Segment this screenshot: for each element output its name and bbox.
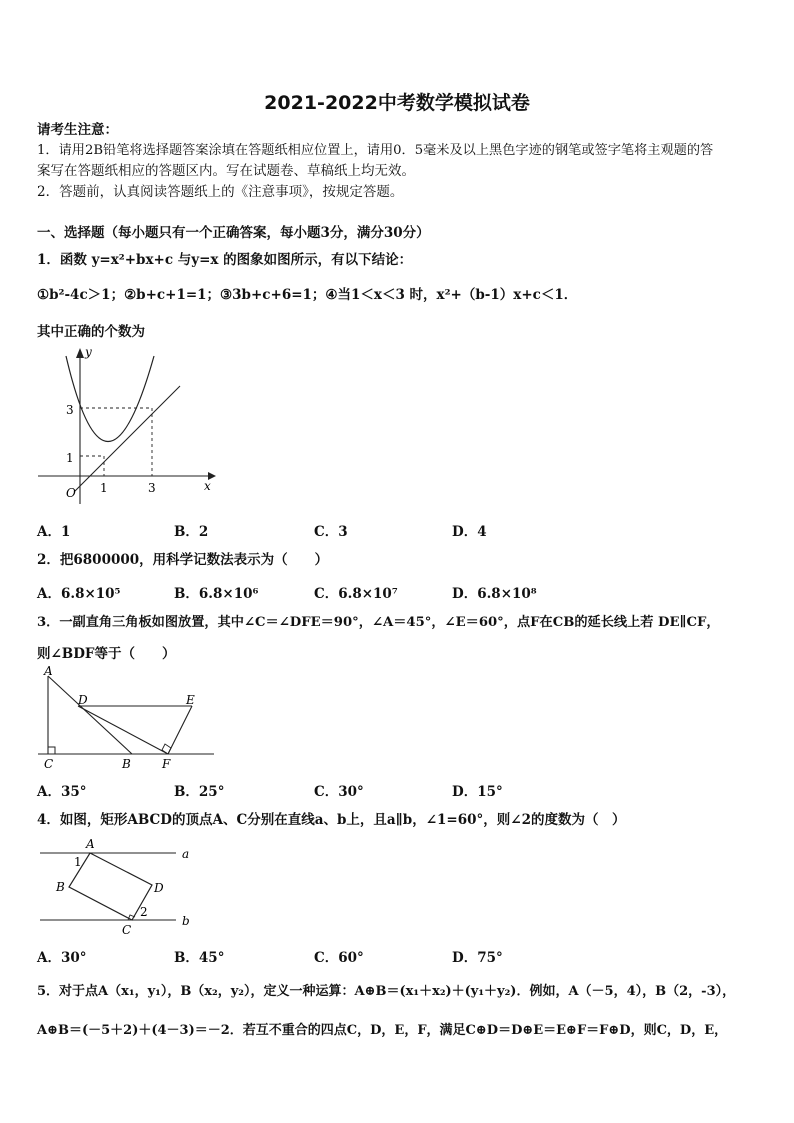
q2-option-d: D．6.8×10⁸ <box>452 586 537 602</box>
q2-stem: 2．把6800000，用科学记数法表示为（ ） <box>37 552 329 568</box>
q2-option-a: A．6.8×10⁵ <box>37 586 121 602</box>
point-d-label: D <box>78 693 88 707</box>
angle-2-label: 2 <box>140 905 148 919</box>
notice-line-1a: 1．请用2B铅笔将选择题答案涂填在答题纸相应位置上，请用0．5毫米及以上黑色字迹的钢笔或签字笔将主观题的答 <box>37 143 714 158</box>
q5-stem: 5．对于点A（x₁，y₁），B（x₂，y₂），定义一种运算：A⊕B＝(x₁＋x₂)＋(y₁＋y₂)．例如，A（－5，4），B（2，-3）， <box>37 984 736 999</box>
q1-graph-figure <box>30 342 220 507</box>
vertex-b-label: B <box>56 880 65 894</box>
x-axis-label: x <box>204 479 211 493</box>
notice-heading: 请考生注意： <box>37 122 118 138</box>
angle-1-label: 1 <box>74 855 82 869</box>
q1-ask: 其中正确的个数为 <box>37 324 145 340</box>
q1-option-c: C．3 <box>314 524 348 540</box>
line-b-label: b <box>182 914 190 928</box>
q1-option-d: D．4 <box>452 524 487 540</box>
q4-option-d: D．75° <box>452 950 503 966</box>
q3-option-b: B．25° <box>174 784 225 800</box>
notice-line-2: 2．答题前，认真阅读答题纸上的《注意事项》，按规定答题。 <box>37 184 404 200</box>
q1-conclusions: ①b²-4c＞1；②b+c+1=1；③3b+c+6=1；④当1＜x＜3 时，x²+（b-1）x+c＜1． <box>37 287 578 303</box>
q1-option-a: A．1 <box>37 524 71 540</box>
q5-line-2: A⊕B＝(－5＋2)＋(4－3)＝－2．若互不重合的四点C，D，E，F，满足C⊕D＝D⊕E＝E⊕F＝F⊕D，则C，D，E， <box>37 1023 728 1038</box>
y-axis-label: y <box>85 345 92 359</box>
q3-option-a: A．35° <box>37 784 87 800</box>
notice-line-1b: 案写在答题纸相应的答题区内。写在试题卷、草稿纸上均无效。 <box>37 163 415 179</box>
q3-triangles-figure <box>36 664 226 774</box>
vertex-c-label: C <box>122 923 132 937</box>
q3-stem: 3．一副直角三角板如图放置，其中∠C＝∠DFE＝90°，∠A＝45°，∠E＝60°，点F在CB的延长线上若 DE∥CF， <box>37 615 720 630</box>
q3-option-d: D．15° <box>452 784 503 800</box>
page-title: 2021-2022中考数学模拟试卷 <box>264 92 530 114</box>
point-a-label: A <box>44 664 53 678</box>
point-b-label: B <box>122 757 131 771</box>
point-c-label: C <box>44 757 54 771</box>
y-tick-3: 3 <box>66 403 74 417</box>
q4-stem: 4．如图，矩形ABCD的顶点A、C分别在直线a、b上，且a∥b，∠1=60°，则∠2的度数为（ ） <box>37 812 626 828</box>
y-tick-1: 1 <box>66 451 74 465</box>
vertex-a-label: A <box>86 837 95 851</box>
x-tick-3: 3 <box>148 481 156 495</box>
q1-option-b: B．2 <box>174 524 209 540</box>
x-tick-1: 1 <box>100 481 108 495</box>
point-f-label: F <box>162 757 171 771</box>
point-e-label: E <box>186 693 195 707</box>
q1-stem: 1．函数 y=x²+bx+c 与y=x 的图象如图所示，有以下结论： <box>37 252 413 268</box>
q4-option-a: A．30° <box>37 950 87 966</box>
q4-option-c: C．60° <box>314 950 364 966</box>
line-a-label: a <box>182 847 190 861</box>
q4-option-b: B．45° <box>174 950 225 966</box>
origin-label: O <box>66 486 76 500</box>
q4-rectangle-figure <box>36 836 206 938</box>
vertex-d-label: D <box>154 881 164 895</box>
q2-option-b: B．6.8×10⁶ <box>174 586 259 602</box>
section-heading: 一、选择题（每小题只有一个正确答案，每小题3分，满分30分） <box>37 225 430 241</box>
q3-option-c: C．30° <box>314 784 364 800</box>
q3-ask: 则∠BDF等于（ ） <box>37 646 176 662</box>
q2-option-c: C．6.8×10⁷ <box>314 586 398 602</box>
